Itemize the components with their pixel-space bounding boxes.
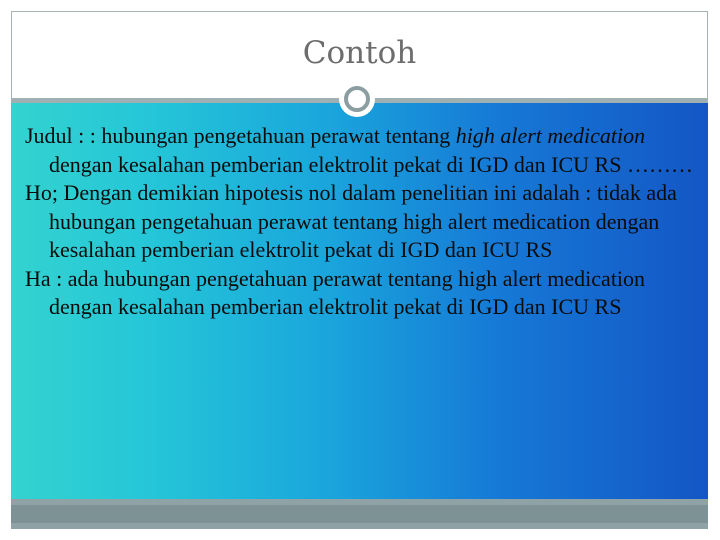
paragraph-ho: Ho; Dengan demikian hipotesis nol dalam penelitian ini adalah : tidak ada hubungan pengetahuan perawat tentang high alert medication dengan kesalahan pemberian elektrolit pekat di IGD dan ICU RS [25,180,677,262]
footer-bar-inner [11,505,708,523]
footer-bar [11,499,708,529]
paragraph-judul [25,122,695,179]
ring-ornament-inner [344,86,370,112]
slide-title: Contoh [302,35,417,71]
paragraph-ha: Ha : ada hubungan pengetahuan perawat tentang high alert medication dengan kesalahan pemberian elektrolit pekat di IGD dan ICU RS [25,265,646,319]
slide-body [25,122,695,322]
judul-text-end: dengan kesalahan pemberian elektrolit pekat di IGD dan ICU RS ……… [49,151,693,177]
ring-ornament-icon [339,81,375,117]
judul-text-start: Judul : : hubungan pengetahuan perawat tentang [25,123,456,148]
judul-text-italic: high alert medication [455,123,646,148]
